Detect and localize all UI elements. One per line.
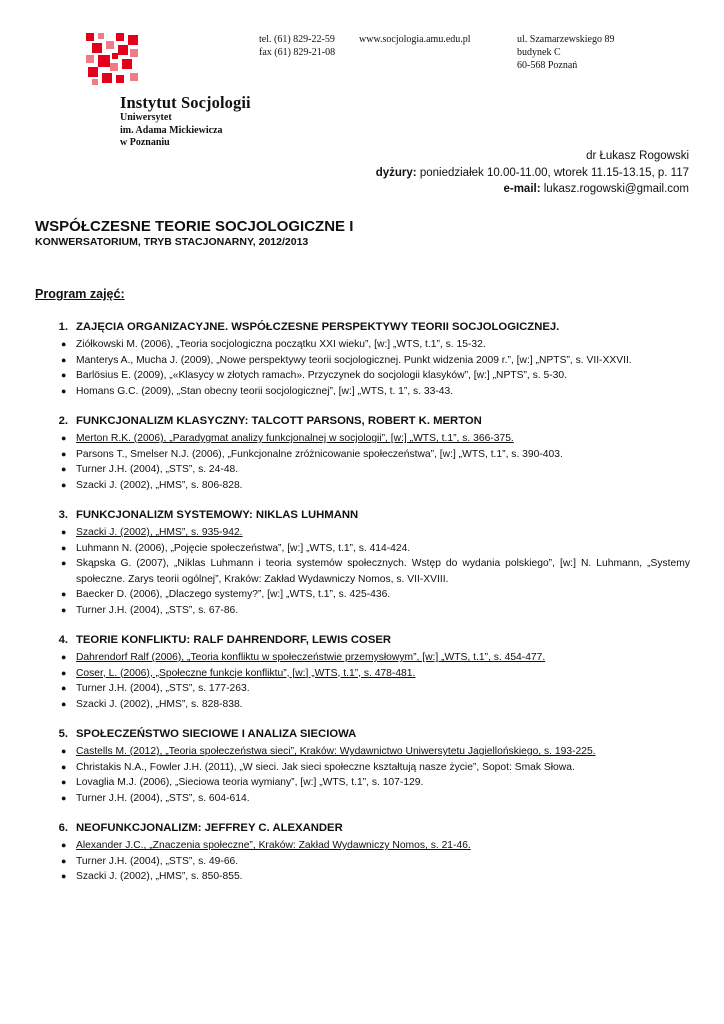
reading-text: Turner J.H. (2004), „STS”, s. 49-66. <box>76 855 239 867</box>
section-title: ZAJĘCIA ORGANIZACYJNE. WSPÓŁCZESNE PERSPEKTYWY TEORII SOCJOLOGICZNEJ. <box>76 321 560 333</box>
reading-item <box>35 478 690 494</box>
reading-text: Szacki J. (2002), „HMS”, s. 828-838. <box>76 698 243 710</box>
bullet-icon: ● <box>61 792 67 803</box>
lecturer-name: dr Łukasz Rogowski <box>586 150 689 162</box>
reading-text: Lovaglia M.J. (2006), „Sieciowa teoria wymiany”, [w:] „WTS, t.1”, s. 107-129. <box>76 777 424 788</box>
reading-item <box>35 541 690 557</box>
fax-text: fax (61) 829-21-08 <box>259 47 336 58</box>
phone-text: tel. (61) 829-22-59 <box>259 34 335 45</box>
section-title: FUNKCJONALIZM SYSTEMOWY: NIKLAS LUHMANN <box>76 509 359 521</box>
bullet-icon: ● <box>61 777 67 787</box>
reading-text: Christakis N.A., Fowler J.H. (2011), „W sieci. Jak sieci społeczne kształtują nasze życie”, Sopot: Smak Słowa. <box>76 761 575 773</box>
reading-text: Alexander J.C., „Znaczenia społeczne”, Kraków: Zakład Wydawniczy Nomos, s. 21-46. <box>76 840 471 851</box>
section-number: 2. <box>58 415 68 427</box>
reading-text: Skąpska G. (2007), „Niklas Luhmann i teoria systemów społecznych. Wstęp do wydania polskiego”, [w:] N. Luhmann, „Systemy społeczne. Zarys teorii ogólnej”, Kraków: Zakład Wydawniczy Nomos, s. VII-XVIII. <box>76 558 690 585</box>
reading-text: Szacki J. (2002), „HMS”, s. 850-855. <box>76 871 243 882</box>
bullet-icon: ● <box>61 385 67 396</box>
reading-text: Coser, L. (2006), „Społeczne funkcje konfliktu”, [w:] „WTS, t.1”, s. 478-481. <box>76 667 416 679</box>
section-number: 5. <box>58 728 68 740</box>
reading-list <box>35 744 690 806</box>
reading-list <box>35 431 690 493</box>
reading-text: Manterys A., Mucha J. (2009), „Nowe perspektywy teorii socjologicznej. Punkt widzenia 2009 r.”, [w:] „NPTS”, s. VII-XXVII. <box>76 354 632 366</box>
lecturer-block <box>376 148 689 198</box>
reading-text: Homans G.C. (2009), „Stan obecny teorii socjologicznej”, [w:] „WTS, t. 1”, s. 33-43. <box>76 385 454 397</box>
institute-block <box>120 93 251 150</box>
program-section <box>35 632 690 712</box>
reading-item <box>35 854 690 870</box>
section-title: TEORIE KONFLIKTU: RALF DAHRENDORF, LEWIS COSER <box>76 634 392 646</box>
section-heading <box>35 726 690 743</box>
reading-text: Szacki J. (2002), „HMS”, s. 806-828. <box>76 479 243 491</box>
reading-item <box>35 353 690 369</box>
reading-text: Turner J.H. (2004), „STS”, s. 604-614. <box>76 792 250 804</box>
section-number: 6. <box>58 822 68 834</box>
section-heading <box>35 507 690 524</box>
document-title: WSPÓŁCZESNE TEORIE SOCJOLOGICZNE I <box>35 218 354 235</box>
section-heading <box>35 820 690 837</box>
reading-item <box>35 744 690 760</box>
institute-sub-1: Uniwersytet <box>120 112 172 123</box>
bullet-icon: ● <box>61 652 67 662</box>
bullet-icon: ● <box>61 746 67 756</box>
bullet-icon: ● <box>61 558 67 568</box>
reading-item <box>35 525 690 541</box>
bullet-icon: ● <box>61 840 67 850</box>
document-subtitle: KONWERSATORIUM, TRYB STACJONARNY, 2012/2013 <box>35 236 309 248</box>
reading-item <box>35 681 690 697</box>
bullet-icon: ● <box>61 871 67 881</box>
reading-item <box>35 384 690 400</box>
bullet-icon: ● <box>61 855 67 866</box>
bullet-icon: ● <box>61 464 67 474</box>
reading-item <box>35 650 690 666</box>
reading-item <box>35 697 690 713</box>
website-link[interactable]: www.socjologia.amu.edu.pl <box>359 34 471 45</box>
section-heading <box>35 413 690 430</box>
duty-text: poniedziałek 10.00-11.00, wtorek 11.15-13.15, p. 117 <box>419 166 689 179</box>
bullet-icon: ● <box>61 527 67 537</box>
program-section <box>35 726 690 806</box>
address-building: budynek C <box>517 47 561 58</box>
program-sections <box>35 319 690 899</box>
reading-list <box>35 838 690 885</box>
email-line <box>376 181 689 198</box>
section-number: 4. <box>58 634 68 646</box>
reading-item <box>35 368 690 384</box>
bullet-icon: ● <box>61 683 67 693</box>
reading-text: Szacki J. (2002), „HMS”, s. 935-942. <box>76 527 243 538</box>
reading-text: Luhmann N. (2006), „Pojęcie społeczeństwa”, [w:] „WTS, t.1”, s. 414-424. <box>76 542 411 554</box>
bullet-icon: ● <box>61 667 67 678</box>
institute-name: Instytut Socjologii <box>120 93 251 112</box>
bullet-icon: ● <box>61 479 67 490</box>
reading-text: Castells M. (2012), „Teoria społeczeństwa sieci”, Kraków: Wydawnictwo Uniwersytetu Jagiellońskiego, s. 193-225. <box>76 746 596 757</box>
reading-item <box>35 603 690 619</box>
program-heading: Program zajęć: <box>35 287 125 301</box>
reading-item <box>35 431 690 447</box>
bullet-icon: ● <box>61 448 67 459</box>
bullet-icon: ● <box>61 370 67 380</box>
address-city: 60-568 Poznań <box>517 60 578 71</box>
duty-label: dyżury: <box>375 166 417 179</box>
reading-item <box>35 462 690 478</box>
reading-item <box>35 587 690 603</box>
contact-block <box>0 33 724 73</box>
reading-list <box>35 650 690 712</box>
reading-list <box>35 525 690 618</box>
bullet-icon: ● <box>61 433 67 443</box>
section-title: NEOFUNKCJONALIZM: JEFFREY C. ALEXANDER <box>76 822 343 834</box>
bullet-icon: ● <box>61 604 67 615</box>
section-number: 1. <box>58 321 68 333</box>
email-label: e-mail: <box>503 183 541 195</box>
institute-sub-3: w Poznaniu <box>120 137 170 148</box>
section-title: FUNKCJONALIZM KLASYCZNY: TALCOTT PARSONS, ROBERT K. MERTON <box>76 415 482 427</box>
reading-item <box>35 556 690 587</box>
reading-item <box>35 775 690 791</box>
email-link[interactable]: lukasz.rogowski@gmail.com <box>543 183 689 195</box>
reading-text: Ziółkowski M. (2006), „Teoria socjologiczna początku XXI wieku”, [w:] „WTS, t.1”, s. 15-32. <box>76 339 486 350</box>
reading-item <box>35 869 690 885</box>
reading-text: Turner J.H. (2004), „STS”, s. 177-263. <box>76 683 250 694</box>
program-section <box>35 507 690 618</box>
section-number: 3. <box>58 509 68 521</box>
program-section <box>35 319 690 399</box>
program-section <box>35 820 690 885</box>
reading-item <box>35 838 690 854</box>
reading-item <box>35 447 690 463</box>
bullet-icon: ● <box>61 354 67 365</box>
bullet-icon: ● <box>61 339 67 349</box>
bullet-icon: ● <box>61 589 67 599</box>
address-street: ul. Szamarzewskiego 89 <box>517 34 615 45</box>
reading-text: Baecker D. (2006), „Dlaczego systemy?”, [w:] „WTS, t.1”, s. 425-436. <box>76 589 391 600</box>
reading-item <box>35 337 690 353</box>
reading-text: Merton R.K. (2006), „Paradygmat analizy funkcjonalnej w socjologii”, [w:] „WTS, t.1”, s. 366-375. <box>76 433 514 444</box>
bullet-icon: ● <box>61 698 67 709</box>
reading-item <box>35 760 690 776</box>
bullet-icon: ● <box>61 542 67 553</box>
section-heading <box>35 632 690 649</box>
reading-text: Turner J.H. (2004), „STS”, s. 24-48. <box>76 464 239 475</box>
institute-sub-2: im. Adama Mickiewicza <box>120 124 223 136</box>
reading-text: Parsons T., Smelser N.J. (2006), „Funkcjonalne zróżnicowanie społeczeństwa”, [w:] „WTS, t.1”, s. 390-403. <box>76 448 563 460</box>
reading-list <box>35 337 690 399</box>
reading-text: Turner J.H. (2004), „STS”, s. 67-86. <box>76 604 239 616</box>
section-heading <box>35 319 690 336</box>
program-section <box>35 413 690 493</box>
bullet-icon: ● <box>61 761 67 772</box>
reading-item <box>35 666 690 682</box>
reading-text: Dahrendorf Ralf (2006), „Teoria konfliktu w społeczeństwie przemysłowym”, [w:] „WTS, t.1”, s. 454-477. <box>76 652 546 663</box>
reading-text: Barlösius E. (2009), „«Klasycy w złotych ramach». Przyczynek do socjologii klasyków”, [w:] „NPTS”, s. 5-30. <box>76 370 567 381</box>
section-title: SPOŁECZEŃSTWO SIECIOWE I ANALIZA SIECIOWA <box>76 728 357 740</box>
duty-hours <box>376 165 689 182</box>
reading-item <box>35 791 690 807</box>
